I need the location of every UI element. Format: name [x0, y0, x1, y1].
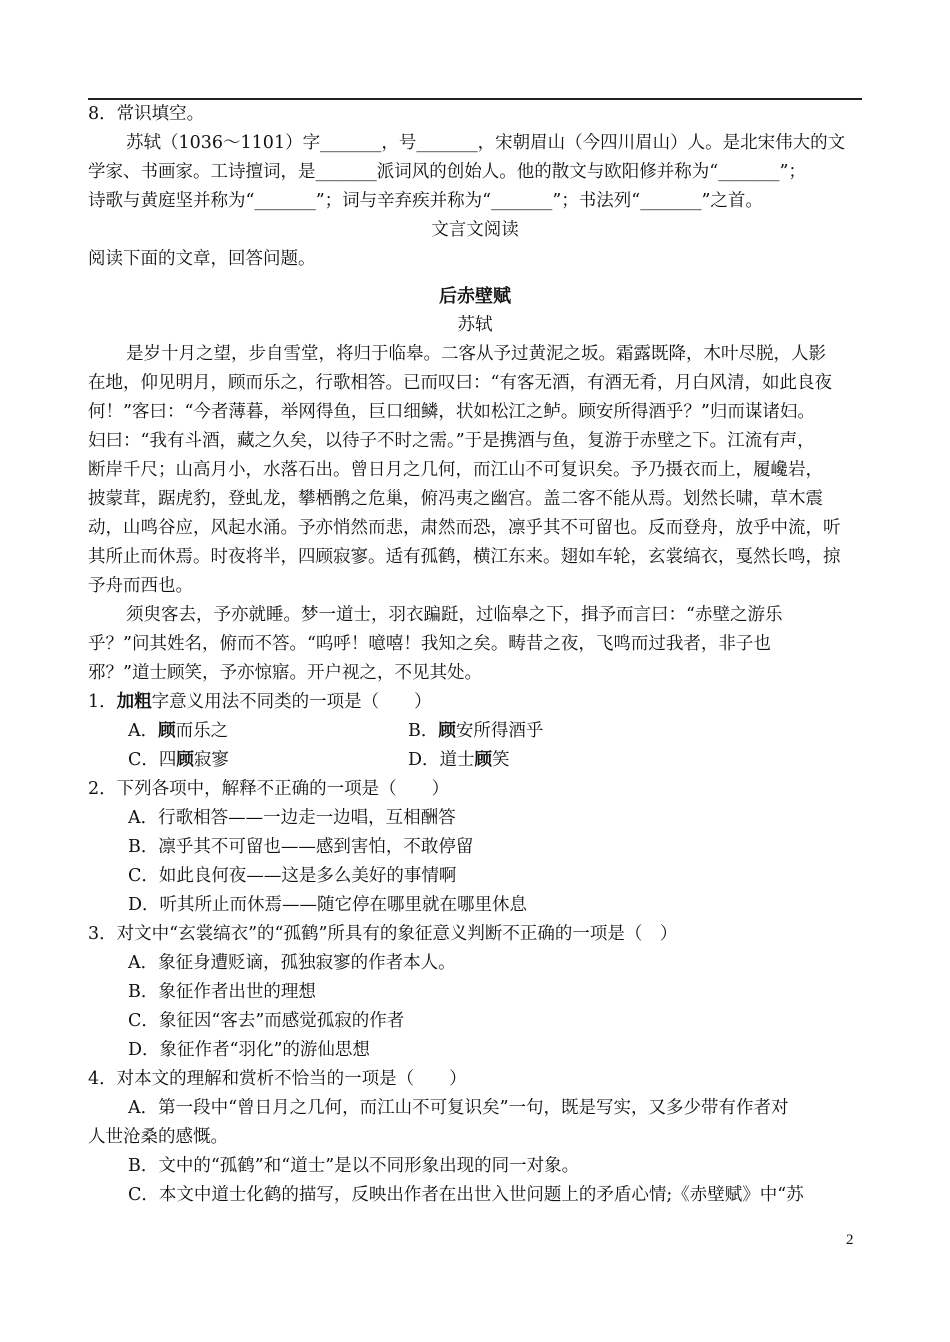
bold-term: 顾	[474, 750, 493, 770]
option-d: D．象征作者“羽化”的游仙思想	[128, 1040, 370, 1060]
passage-line: 是岁十月之望，步自雪堂，将归于临皋。二客从予过黄泥之坂。霜露既降，木叶尽脱，人影	[126, 344, 826, 364]
option-c	[128, 746, 408, 775]
question-4-stem: 4．对本文的理解和赏析不恰当的一项是（ ）	[88, 1069, 467, 1089]
option-label: B．	[408, 721, 439, 741]
option-c: C．本文中道士化鹤的描写，反映出作者在出世入世问题上的矛盾心情;《赤壁赋》中“苏	[128, 1185, 804, 1205]
q8-text-line: 诗歌与黄庭坚并称为“_______”；词与辛弃疾并称为“_______”；书法列“_______”之首。	[88, 191, 763, 211]
bold-term: 加粗	[116, 692, 152, 712]
question-1-stem	[88, 688, 862, 717]
section-title: 文言文阅读	[431, 220, 519, 240]
option-a: A．行歌相答——一边走一边唱，互相酬答	[128, 808, 456, 828]
bold-term: 顾	[438, 721, 456, 741]
bold-term: 顾	[158, 721, 176, 741]
option-text: 寂寥	[193, 750, 229, 770]
option-a: A．象征身遭贬谪，孤独寂寥的作者本人。	[128, 953, 456, 973]
question-1-options-row	[88, 746, 862, 775]
question-text: 字意义用法不同类的一项是（ ）	[151, 692, 432, 712]
option-d: D．听其所止而休焉——随它停在哪里就在哪里休息	[128, 895, 528, 915]
option-b: B．象征作者出世的理想	[128, 982, 316, 1002]
option-c: C．象征因“客去”而感觉孤寂的作者	[128, 1011, 405, 1031]
question-number: 1．	[88, 692, 117, 712]
option-c: C．如此良何夜——这是多么美好的事情啊	[128, 866, 457, 886]
passage-line: 动，山鸣谷应，风起水涌。予亦悄然而悲，肃然而恐，凛乎其不可留也。反而登舟，放乎中流，听	[88, 518, 841, 538]
passage-line: 何！”客曰：“今者薄暮，举网得鱼，巨口细鳞，状如松江之鲈。顾安所得酒乎？”归而谋诸妇。	[88, 402, 815, 422]
document-page	[88, 100, 862, 1210]
page-number: 2	[846, 1232, 854, 1248]
passage-line: 须臾客去，予亦就睡。梦一道士，羽衣蹁跹，过临皋之下，揖予而言曰：“赤壁之游乐	[126, 605, 783, 625]
option-text: 而乐之	[175, 721, 229, 741]
passage-line: 断岸千尺；山高月小，水落石出。曾日月之几何，而江山不可复识矣。予乃摄衣而上，履巉岩，	[88, 460, 823, 480]
option-a: A．第一段中“曾日月之几何，而江山不可复识矣”一句，既是写实，又多少带有作者对	[128, 1098, 789, 1118]
question-3-stem: 3．对文中“玄裳缟衣”的“孤鹤”所具有的象征意义判断不正确的一项是（ ）	[88, 924, 678, 944]
option-label: A．	[128, 721, 159, 741]
q8-text-line: 学家、书画家。工诗擅词，是_______派词风的创始人。他的散文与欧阳修并称为“_______”；	[88, 162, 806, 182]
passage-paragraph-1	[88, 340, 862, 601]
passage-line: 在地，仰见明月，顾而乐之，行歌相答。已而叹曰：“有客无酒，有酒无肴，月白风清，如此良夜	[88, 373, 832, 393]
option-d	[408, 746, 688, 775]
passage-author: 苏轼	[457, 315, 493, 335]
option-text: 安所得酒乎	[455, 721, 544, 741]
q8-heading: 8．常识填空。	[88, 104, 205, 124]
passage-line: 予舟而西也。	[88, 576, 193, 596]
option-b: B．凛乎其不可留也——感到害怕，不敢停留	[128, 837, 474, 857]
option-a-continued: 人世沧桑的感慨。	[88, 1127, 228, 1147]
option-label: D．道士	[408, 750, 475, 770]
question-1-options-row	[88, 717, 862, 746]
option-label: C．四	[128, 750, 177, 770]
question-2-stem: 2．下列各项中，解释不正确的一项是（ ）	[88, 779, 450, 799]
option-b	[408, 717, 688, 746]
passage-paragraph-2	[88, 601, 862, 688]
passage-line: 披蒙茸，踞虎豹，登虬龙，攀栖鹘之危巢，俯冯夷之幽宫。盖二客不能从焉。划然长啸，草木震	[88, 489, 823, 509]
passage-title: 后赤壁赋	[439, 286, 511, 307]
option-text: 笑	[492, 750, 510, 770]
passage-line: 妇曰：“我有斗酒，藏之久矣，以待子不时之需。”于是携酒与鱼，复游于赤壁之下。江流有声，	[88, 431, 815, 451]
bold-term: 顾	[176, 750, 194, 770]
passage-line: 邪？”道士顾笑，予亦惊寤。开户视之，不见其处。	[88, 663, 482, 683]
instruction: 阅读下面的文章，回答问题。	[88, 249, 316, 269]
option-a	[128, 717, 408, 746]
passage-line: 其所止而休焉。时夜将半，四顾寂寥。适有孤鹤，横江东来。翅如车轮，玄裳缟衣，戛然长鸣，掠	[88, 547, 841, 567]
q8-text-line: 苏轼（1036～1101）字_______，号_______，宋朝眉山（今四川眉山）人。是北宋伟大的文	[126, 133, 846, 153]
passage-line: 乎？”问其姓名，俯而不答。“呜呼！噫嘻！我知之矣。畴昔之夜，飞鸣而过我者，非子也	[88, 634, 771, 654]
option-b: B．文中的“孤鹤”和“道士”是以不同形象出现的同一对象。	[128, 1156, 580, 1176]
